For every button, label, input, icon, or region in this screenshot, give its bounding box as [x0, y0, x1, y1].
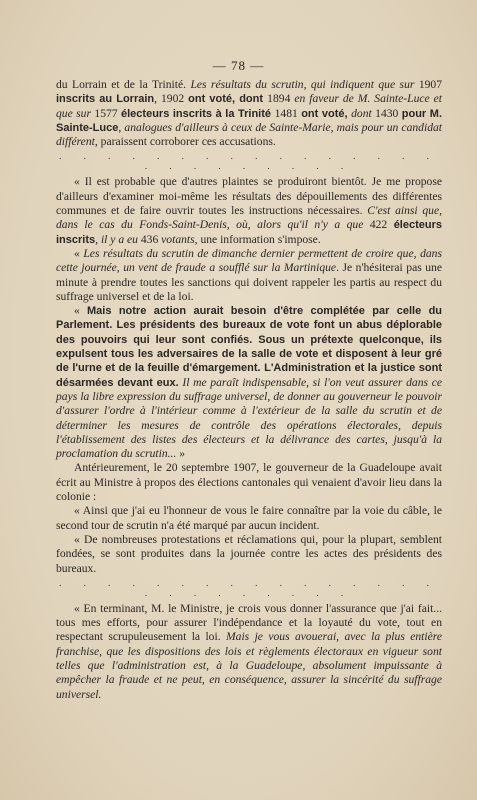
text-run: 1481	[274, 106, 302, 120]
text-run: , une information s'impose.	[194, 232, 321, 246]
text-run: inscrits au Lorrain	[56, 93, 155, 106]
text-run: . Je n'hésiterai pas une minute à prendre toutes les sanctions qui doivent rappeler les partis au respect du suffrage universel et de la loi.	[56, 261, 442, 303]
text-run: 436	[140, 232, 162, 246]
text-run: 1430	[375, 106, 402, 120]
text-run: « En terminant, M. le Ministre, je crois vous donner l'assurance que j'ai fait... tous mes efforts, pour assurer l'indépendance et la loyauté du vote, tout en respectant scrupuleusement la loi.	[56, 601, 442, 644]
text-run: pour M. Sainte-Luce	[56, 107, 442, 134]
text-run: Antérieurement, le 20 septembre 1907, le gouverneur de la Guadeloupe avait écrit au Ministre à propos des élections cantonales qui venaient d'avoir lieu dans la colonie :	[56, 461, 442, 504]
page-number: — 78 —	[212, 58, 265, 73]
text-run: il y a eu	[100, 232, 141, 246]
text-run: « Il est probable que d'autres plaintes se produiront bientôt. Je me propose d'ailleurs d'examiner moi-même les résultats des dépouillements des différentes communes et de faire ouvrir toutes les instructions nécessaires.	[56, 175, 442, 218]
text-run: C'est ainsi que, dans le cas du Fonds-Saint-Denis, où, alors qu'il n'y a que	[56, 204, 442, 232]
paragraph-parliament	[56, 304, 442, 461]
text-run: électeurs inscrits à la Trinité	[121, 107, 275, 120]
paragraph-conclusion	[56, 602, 442, 702]
text-run: « Ainsi que j'ai eu l'honneur de vous le faire connaître par la voie du câble, le second tour de scrutin n'a été marqué par aucun incident.	[56, 504, 442, 532]
text-run: Mais je vous avouerai, avec la plus entière franchise, que les dispositions des lois et règlements électoraux en vigueur sont telles que l'administration est, à la Guadeloupe, absolument impuissante à empêcher la fraude et ne peut, en conséquence, assurer la sincérité du suffrage universel.	[56, 630, 442, 701]
text-run: Les résultats du scrutin de dimanche dernier permettent de croire que, dans cette journée, un vent de fraude a soufflé sur la Martinique	[56, 246, 442, 275]
text-run: , 1902	[154, 92, 189, 106]
paragraph-complaints	[56, 175, 442, 246]
text-run: «	[74, 246, 84, 260]
text-run: analogues d'ailleurs à ceux de Sainte-Marie, mais pour un candidat différent	[56, 120, 443, 149]
text-run: Il me paraît indispensable, si l'on veut assurer dans ce pays la libre expression du suffrage universel, de donner au gouverneur le pouvoir d'assurer l'ordre à l'intérieur comme à l'extérieur de la salle du scrutin et de déterminer les mesures de contrôle des opérations électorales, depuis l'établissement des listes des électeurs et la délivrance des cartes, jusqu'à la proclamation du scrutin...	[56, 375, 442, 461]
text-run: ont voté,	[301, 107, 352, 120]
text-run: en faveur de M. Sainte-Luce et que sur	[56, 92, 443, 120]
paragraph-fraud-wind	[56, 247, 442, 304]
text-run: Les résultats du scrutin, qui indiquent que sur	[190, 78, 419, 91]
text-run: 1577	[94, 106, 121, 120]
ellipsis-separator: . . . . . . . . . . . . . . . . . . . . . . . . .	[59, 151, 439, 172]
ellipsis-separator-2: . . . . . . . . . . . . . . . . . . . . . . . . .	[59, 577, 439, 598]
text-run: «	[74, 304, 88, 318]
text-run: 1894	[267, 92, 295, 106]
text-run: électeurs inscrits	[56, 219, 442, 246]
text-run: 1907	[418, 78, 442, 91]
paragraph-second-round	[56, 504, 442, 533]
text-run: dont	[351, 106, 376, 120]
text-run: « De nombreuses protestations et réclamations qui, pour la plupart, semblent fondées, se sont produites dans la journée contre les actes des présidents des bureaux.	[56, 532, 442, 575]
text-run: du Lorrain et de la Trinité.	[56, 78, 191, 91]
paragraph-protests	[56, 533, 442, 576]
text-run: votants	[161, 232, 195, 246]
text-run: , paraissent corroborer ces accusations.	[94, 135, 276, 149]
page-body	[56, 78, 442, 702]
text-run: ,	[95, 232, 101, 246]
text-run: Mais notre action aurait besoin d'être complétée par celle du Parlement. Les présidents des bureaux de vote font un abus déplorable des pouvoirs qui leur sont confiés. Sous un prétexte quelconque, ils expulsent tous les adversaires de la salle de vote et disposent à leur gré de l'urne et de la feuille d'émargement. L'Administration et la justice sont désarmées devant eux.	[56, 305, 443, 389]
text-run: ont voté, dont	[188, 93, 268, 106]
text-run: »	[176, 447, 186, 461]
paragraph-guadeloupe-intro	[56, 461, 442, 504]
paragraph-continuation	[56, 78, 442, 149]
text-run: ,	[118, 120, 125, 134]
text-run: 422	[369, 218, 394, 232]
